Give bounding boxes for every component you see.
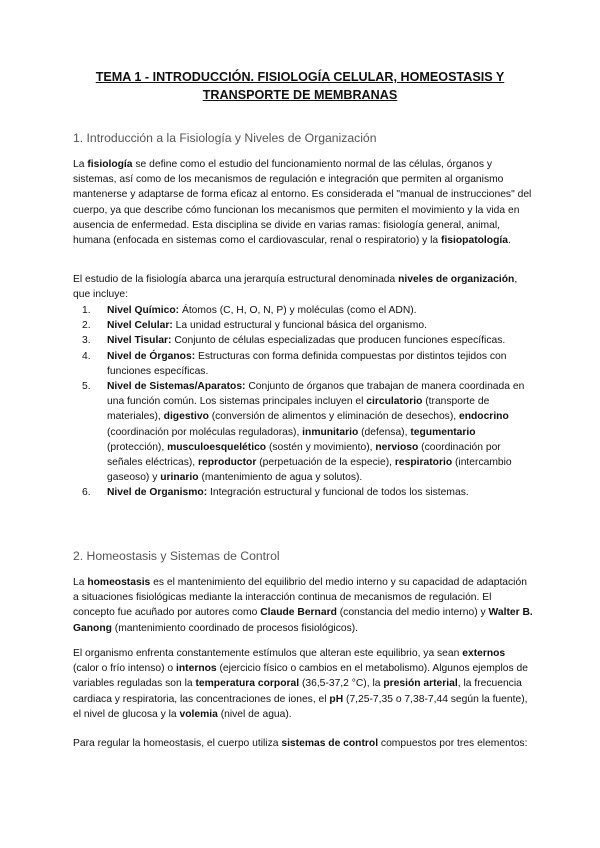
section-1-heading: 1. Introducción a la Fisiología y Niveles de Organización [73,131,377,145]
title-line-1: TEMA 1 - INTRODUCCIÓN. FISIOLOGÍA CELULAR, HOMEOSTASIS Y [95,70,505,84]
section-2-heading: 2. Homeostasis y Sistemas de Control [73,549,280,563]
section-1-paragraph-1: La fisiología se define como el estudio del funcionamiento normal de las células, órganos y sistemas, así como de los mecanismos de regulación e integración que permiten al organismo mantenerse y adaptarse de forma eficaz al entorno. Es considerada el "manual de instrucciones" del cuerpo, ya que describe cómo funcionan los mecanismos que permiten el movimiento y la vida en ausencia de enfermedad. Esta disciplina se divide en varias ramas: fisiología general, animal, humana (enfocada en sistemas como el cardiovascular, renal o respiratorio) y la fisiopatología. [73,159,532,247]
list-item: 6. Nivel de Organismo: Integración estructural y funcional de todos los sistemas. [82,487,469,499]
title-line-2: TRANSPORTE DE MEMBRANAS [202,88,398,102]
list-item: 3. Nivel Tisular: Conjunto de células especializadas que producen funciones específicas. [82,335,506,347]
organization-levels-list [73,303,533,501]
list-item: 5. Nivel de Sistemas/Aparatos: Conjunto de órganos que trabajan de manera coordinada en una función común. Los sistemas principales incluyen el circulatorio (transporte de materiales), digestivo (conversión de alimentos y eliminación de desechos), endocrino (coordinación por moléculas reguladoras), inmunitario (defensa), tegumentario (protección), musculoesquelético (sostén y movimiento), nervioso (coordinación por señales eléctricas), reproductor (perpetuación de la especie), respiratorio (intercambio gaseoso) y urinario (mantenimiento de agua y solutos). [82,381,525,484]
document-title [40,68,560,104]
section-2-paragraph-3: Para regular la homeostasis, el cuerpo utiliza sistemas de control compuestos por tres elementos: [73,738,528,749]
section-1-paragraph-2: El estudio de la fisiología abarca una jerarquía estructural denominada niveles de organización, que incluye: [73,274,518,301]
list-item: 4. Nivel de Órganos: Estructuras con forma definida compuestas por distintos tejidos con funciones específicas. [82,350,507,377]
list-item: 1. Nivel Químico: Átomos (C, H, O, N, P) y moléculas (como el ADN). [82,305,417,316]
section-2-paragraph-2: El organismo enfrenta constantemente estímulos que alteran este equilibrio, ya sean externos (calor o frío intenso) o internos (ejercicio físico o cambios en el metabolismo). Algunos ejemplos de variables reguladas son la temperatura corporal (36,5-37,2 °C), la presión arterial, la frecuencia cardiaca y respiratoria, las concentraciones de iones, el pH (7,25-7,35 o 7,38-7,44 según la fuente), el nivel de glucosa y la volemia (nivel de agua). [73,648,528,720]
section-2-paragraph-1: La homeostasis es el mantenimiento del equilibrio del medio interno y su capacidad de adaptación a situaciones fisiológicas mediante la interacción continua de mecanismos de regulación. El concepto fue acuñado por autores como Claude Bernard (constancia del medio interno) y Walter B. Ganong (mantenimiento coordinado de procesos fisiológicos). [73,577,533,634]
list-item: 2. Nivel Celular: La unidad estructural y funcional básica del organismo. [82,320,427,332]
